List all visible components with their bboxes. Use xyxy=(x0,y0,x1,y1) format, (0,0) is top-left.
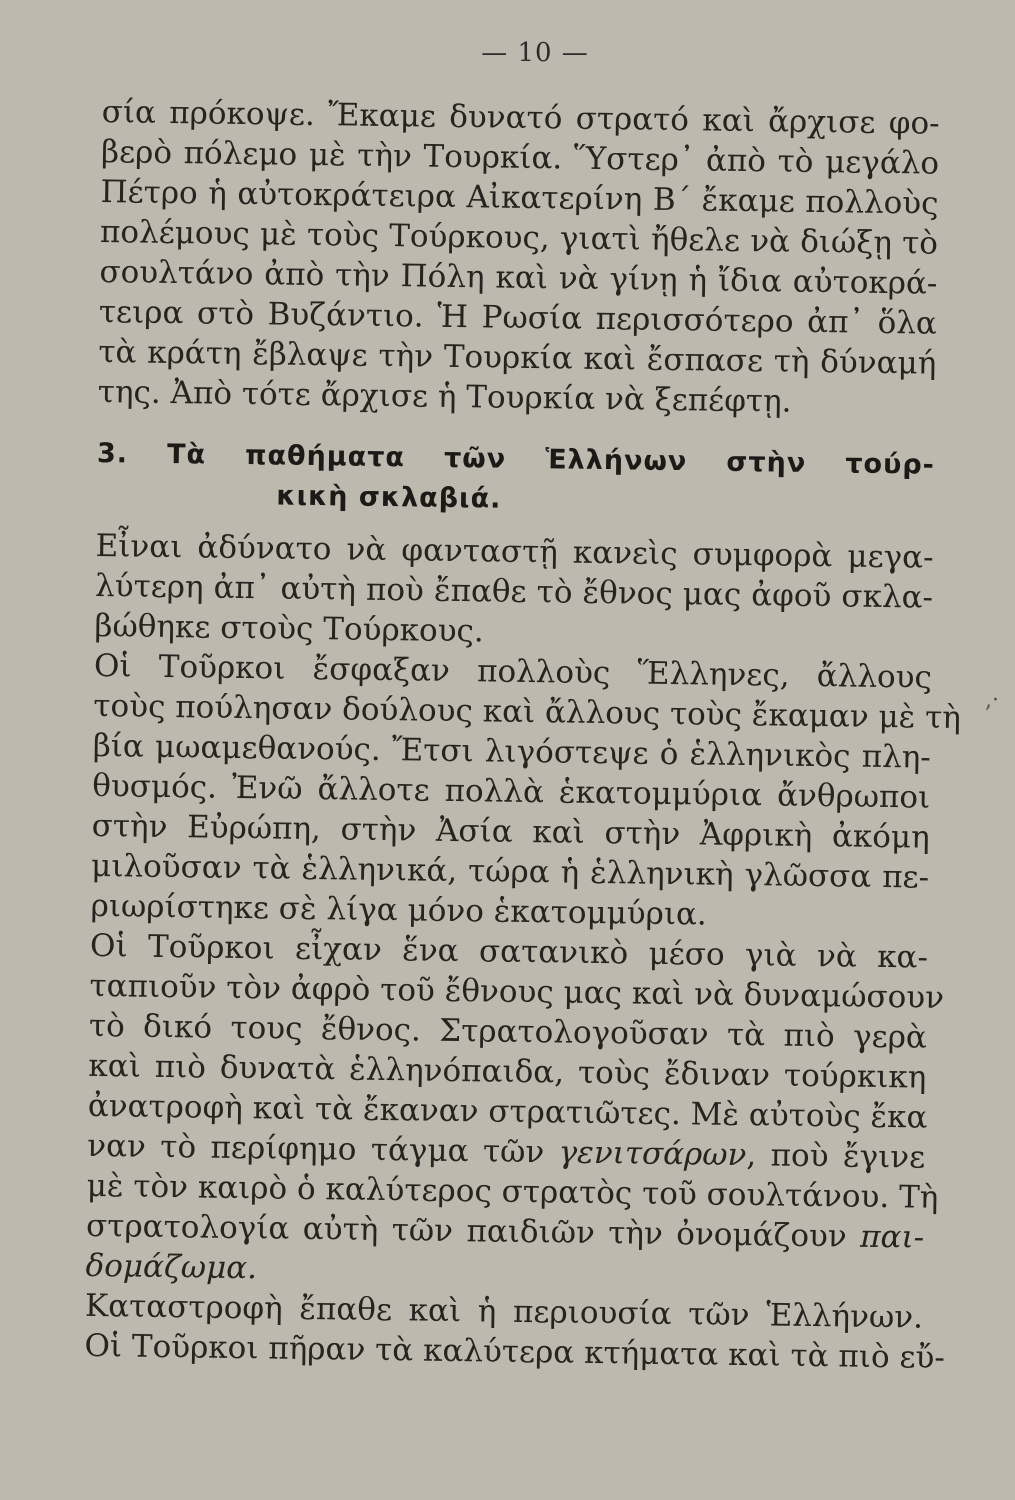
text-line: βερὸ πόλεμο μὲ τὴν Τουρκία. Ὕστερ᾽ ἀπὸ τὸ μεγάλο xyxy=(100,133,940,182)
text-line: τὰ κράτη ἔβλαψε τὴν Τουρκία καὶ ἔσπασε τὴ δύναμή xyxy=(98,333,937,382)
text-line: της. Ἀπὸ τότε ἄρχισε ἡ Τουρκία νὰ ξεπέφτῃ. xyxy=(97,373,792,420)
text-line: μὲ τὸν καιρὸ ὁ καλύτερος στρατὸς τοῦ σουλτάνου. Τὴ xyxy=(86,1167,939,1216)
text-line: σία πρόκοψε. Ἔκαμε δυνατό στρατό καὶ ἄρχισε φο- xyxy=(101,93,940,142)
paragraph-4 xyxy=(85,926,945,1298)
text-line: Καταστροφὴ ἔπαθε καὶ ἡ περιουσία τῶν Ἑλλήνων. xyxy=(84,1287,924,1336)
italic-term: δομάζωμα. xyxy=(85,1247,258,1287)
text-line: ναν τὸ περίφημο τάγμα τῶν γενιτσάρων, ποὺ ἔγινε xyxy=(87,1127,926,1176)
text-line: καὶ πιὸ δυνατὰ ἑλληνόπαιδα, τοὺς ἔδιναν τούρκικη xyxy=(88,1047,927,1096)
text-line: στὴν Εὐρώπη, στὴν Ἀσία καὶ στὴν Ἀφρικὴ ἀκόμη xyxy=(91,807,930,856)
text-line: στρατολογία αὐτὴ τῶν παιδιῶν τὴν ὀνομάζουν παι- xyxy=(85,1207,925,1256)
text-line: σουλτάνο ἀπὸ τὴν Πόλη καὶ νὰ γίνῃ ἡ ἴδια αὐτοκρά- xyxy=(99,253,938,302)
text-line: λύτερη ἀπ᾽ αὐτὴ ποὺ ἔπαθε τὸ ἔθνος μας ἀφοῦ σκλα- xyxy=(94,567,934,616)
text-line: Οἱ Τοῦρκοι εἶχαν ἕνα σατανικὸ μέσο γιὰ νὰ κα- xyxy=(89,927,929,976)
text-line: ταπιοῦν τὸν ἀφρὸ τοῦ ἔθνους μας καὶ νὰ δυναμώσουν xyxy=(89,967,945,1016)
section-heading xyxy=(96,434,935,526)
text-line: βώθηκε στοὺς Τούρκους. xyxy=(94,607,485,650)
heading-line: 3. Τὰ παθήματα τῶν Ἑλλήνων στὴν τούρ- xyxy=(96,437,936,481)
text-line: μιλοῦσαν τὰ ἑλληνικά, τώρα ἡ ἑλληνικὴ γλῶσσα πε- xyxy=(90,847,930,896)
text-line: τοὺς πούλησαν δούλους καὶ ἄλλους τοὺς ἔκαμαν μὲ τὴ xyxy=(93,687,962,737)
margin-pencil-mark: ,· xyxy=(985,688,999,713)
text-line: Πέτρο ἡ αὐτοκράτειρα Αἰκατερίνη Β´ ἔκαμε πολλοὺς xyxy=(100,173,939,222)
text-line: τὸ δικό τους ἔθνος. Στρατολογοῦσαν τὰ πιὸ γερὰ xyxy=(88,1007,928,1056)
paragraph-5 xyxy=(84,1286,946,1378)
text-line: θυσμός. Ἐνῶ ἄλλοτε πολλὰ ἑκατομμύρια ἄνθρωποι xyxy=(92,767,931,816)
text-line: βία μωαμεθανούς. Ἔτσι λιγόστεψε ὁ ἑλληνικὸς πλη- xyxy=(92,727,932,776)
text-line: ἀνατροφὴ καὶ τὰ ἔκαναν στρατιῶτες. Μὲ αὐτοὺς ἔκα xyxy=(87,1087,928,1136)
paragraph-1 xyxy=(98,92,940,424)
paragraph-3 xyxy=(90,646,962,938)
text-line: Οἱ Τοῦρκοι πῆραν τὰ καλύτερα κτήματα καὶ τὰ πιὸ εὔ- xyxy=(84,1327,946,1376)
text-line: ριωρίστηκε σὲ λίγα μόνο ἑκατομμύρια. xyxy=(90,887,708,933)
text-line: Εἶναι ἀδύνατο νὰ φανταστῇ κανεὶς συμφορὰ μεγα- xyxy=(95,527,934,576)
body-text xyxy=(84,92,962,1378)
heading-line: κικὴ σκλαβιά. xyxy=(276,480,502,515)
text-line: Οἱ Τοῦρκοι ἔσφαξαν πολλοὺς Ἕλληνες, ἄλλους xyxy=(93,647,933,696)
text-line: τειρα στὸ Βυζάντιο. Ἡ Ρωσία περισσότερο ἀπ᾽ ὅλα xyxy=(98,293,938,342)
page-number: — 10 — xyxy=(481,38,589,68)
paragraph-2 xyxy=(94,526,934,658)
text-line: πολέμους μὲ τοὺς Τούρκους, γιατὶ ἤθελε νὰ διώξῃ τὸ xyxy=(99,213,939,262)
